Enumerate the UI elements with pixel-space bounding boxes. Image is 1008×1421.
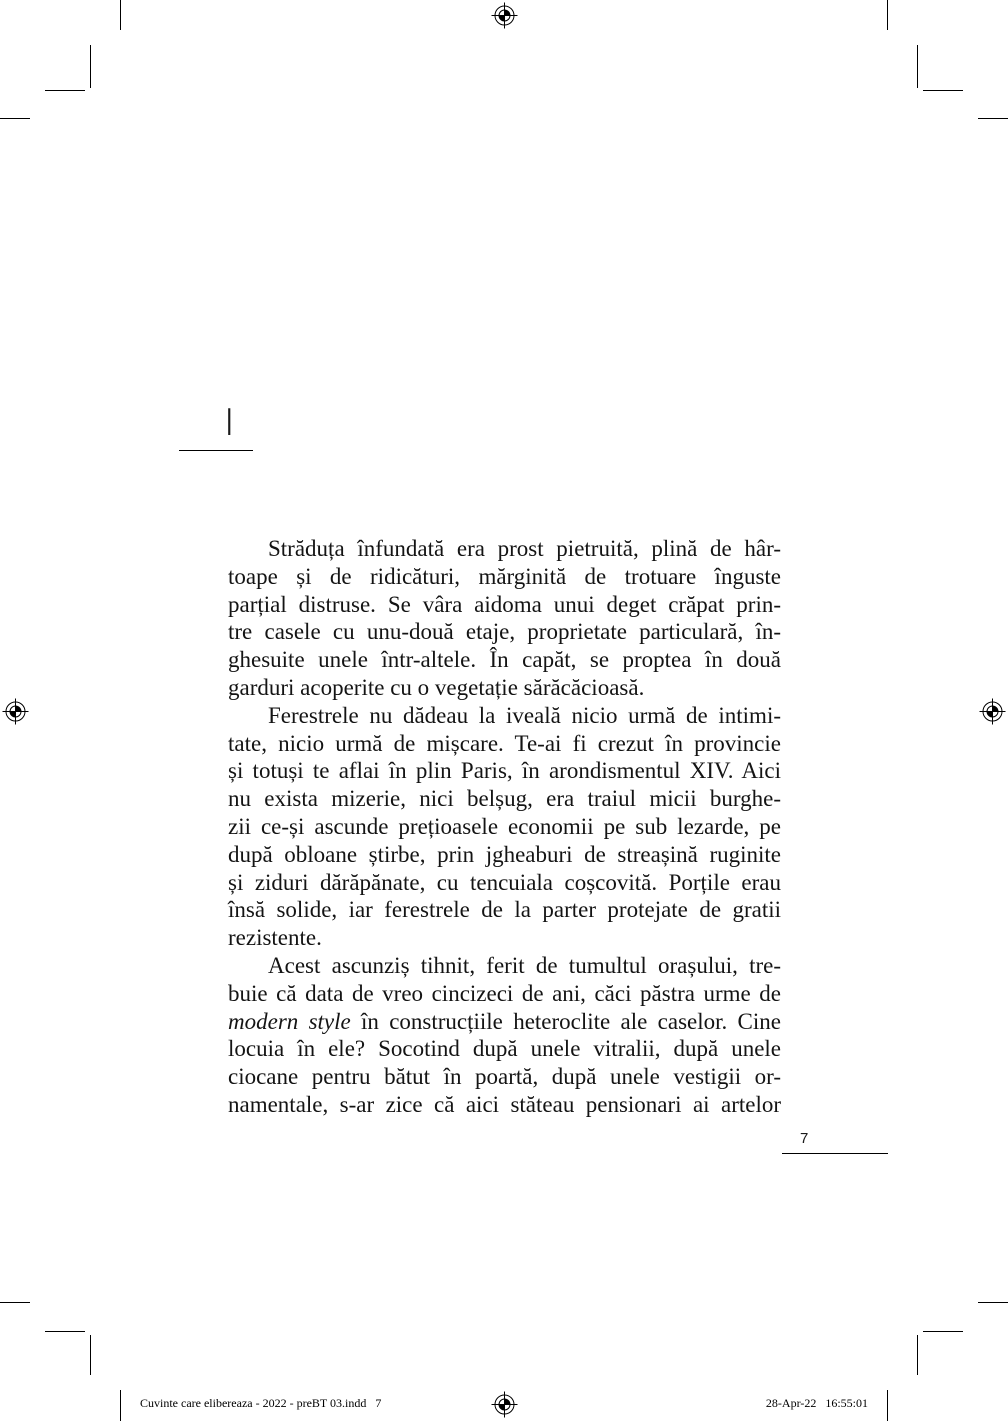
text-line: Străduța înfundată era prost pietruită, plină de hâr- [268, 536, 781, 561]
text-line: și totuși te aflai în plin Paris, în arondismentul XIV. Aici [228, 758, 781, 784]
chapter-number: I [226, 401, 233, 444]
text-line: însă solide, iar ferestrele de la parter protejate de gratii [228, 897, 781, 923]
text-line: toape și de ridicături, mărginită de trotuare înguste [228, 563, 781, 589]
text-line: ghesuite unele într-altele. În capăt, se proptea în două [228, 647, 781, 673]
text-line: garduri acoperite cu o vegetație sărăcăcioasă. [228, 674, 645, 700]
paragraph-3 [228, 952, 781, 1119]
text-line: nu exista mizerie, nici belșug, era traiul micii burghe- [228, 786, 781, 812]
text-line: rezistente. [228, 925, 322, 951]
paragraph-1 [228, 535, 781, 702]
chapter-rule [179, 450, 253, 451]
text-line: tre casele cu unu-două etaje, proprietate particulară, în- [228, 619, 781, 645]
line-remainder: în construcțiile heteroclite ale caselor. Cine [350, 1008, 781, 1034]
text-line: și ziduri dărăpănate, cu tencuiala coșcovită. Porțile erau [228, 869, 781, 895]
text-line: Ferestrele nu dădeau la iveală nicio urmă de intimi- [268, 702, 781, 728]
text-line: locuia în ele? Socotind după unele vitralii, după unele [228, 1036, 781, 1062]
text-line: namentale, s-ar zice că aici stăteau pensionari ai artelor [228, 1091, 781, 1117]
paragraph-2 [228, 702, 781, 952]
page-number-rule [782, 1153, 888, 1154]
slug-timestamp: 28-Apr-22 16:55:01 [765, 1396, 868, 1410]
text-line: tate, nicio urmă de mișcare. Te-ai fi crezut în provincie [228, 730, 781, 756]
italic-phrase: modern style [228, 1008, 351, 1034]
slug-file-info: Cuvinte care elibereaza - 2022 - preBT 03.indd 7 [140, 1396, 382, 1410]
registration-mark-right-icon [980, 699, 1006, 725]
text-line: buie că data de vreo cincizeci de ani, căci păstra urme de [228, 980, 781, 1006]
text-line: zii ce-și ascunde prețioasele economii pe sub lezarde, pe [228, 813, 781, 839]
text-line: Acest ascunziș tihnit, ferit de tumultul orașului, tre- [268, 952, 781, 978]
registration-mark-bottom-icon [492, 1392, 518, 1418]
text-line-mixed [228, 1008, 781, 1036]
registration-mark-left-icon [3, 699, 29, 725]
registration-mark-top-icon [492, 3, 518, 29]
text-line: parțial distruse. Se vâra aidoma unui deget crăpat prin- [228, 591, 781, 617]
page-number: 7 [800, 1130, 809, 1147]
text-line: după obloane știrbe, prin jgheaburi de streașină ruginite [228, 841, 781, 867]
body-text [228, 535, 781, 1119]
text-line: ciocane pentru bătut în poartă, după unele vestigii or- [228, 1064, 781, 1090]
